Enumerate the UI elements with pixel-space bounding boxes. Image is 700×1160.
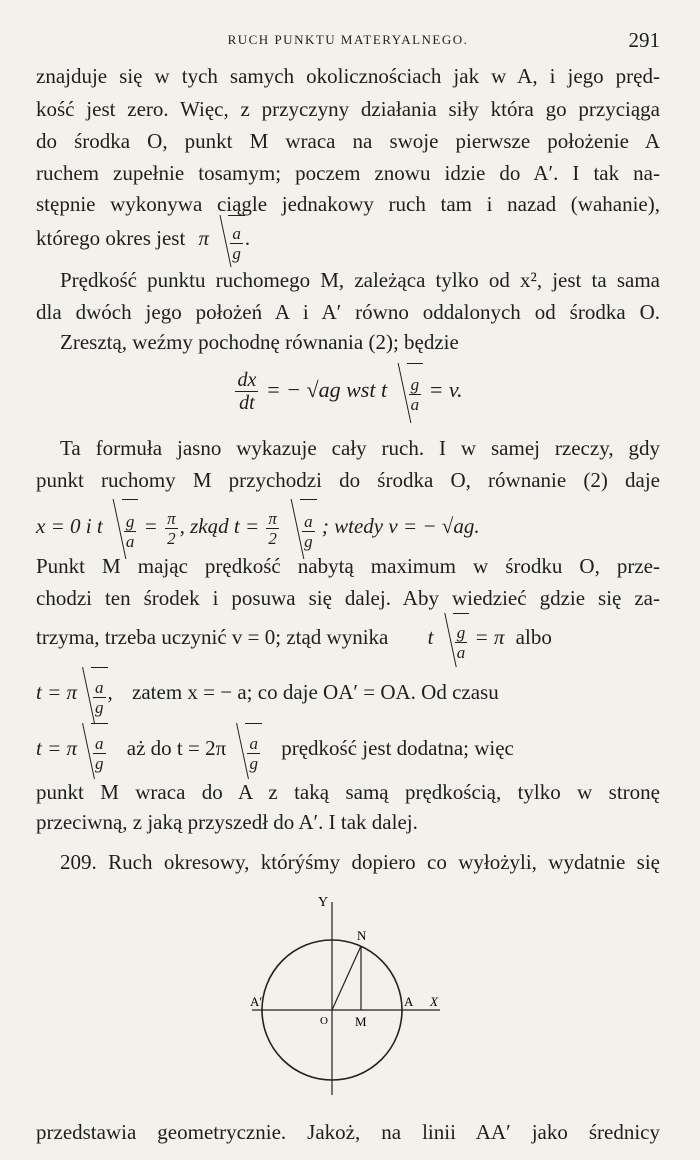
numerator: a: [304, 511, 313, 531]
text-line: do środka O, punkt M wraca na swoje pierwsze położenie A: [36, 129, 660, 153]
sqrt-expression: [214, 215, 245, 265]
formula-part: ; wtedy v = − √ag.: [321, 514, 480, 538]
text-line: stępnie wykonywa ciągle jednakowy ruch tam i nazad (wahanie),: [36, 192, 660, 216]
sqrt-expression: [77, 667, 108, 721]
circle-diagram: [240, 890, 460, 1105]
text-line: Prędkość punktu ruchomego M, zależąca tylko od x², jest ta sama: [60, 268, 660, 292]
text-line: dla dwóch jego położeń A i A′ równo oddalonych od środka O.: [36, 300, 660, 324]
denominator: 2: [167, 528, 176, 548]
equation-line: t = π $\frac{a}{g}$ , zatem x = − a; co daje OA′ = OA. Od czasu: [36, 666, 660, 718]
text-line: Zresztą, weźmy pochodnę równania (2); będzie: [60, 330, 459, 354]
label-a-prime: A′: [250, 994, 263, 1009]
numerator: g: [125, 511, 135, 531]
label-n: N: [357, 928, 367, 943]
denominator: g: [304, 531, 313, 551]
sqrt-expression: [286, 499, 317, 557]
text-line: przedstawia geometrycznie. Jakoż, na linii AA′ jako średnicy: [36, 1120, 660, 1144]
math-pi: π: [198, 226, 210, 250]
formula-part: =: [143, 514, 164, 538]
text-line: ruchem zupełnie tosamym; poczem znowu idzie do A′. I tak na-: [36, 161, 660, 185]
denominator: a: [456, 642, 466, 662]
formula-part: t = π: [36, 680, 78, 704]
text-line: przeciwną, z jaką przyszedł do A′. I tak dalej.: [36, 810, 418, 834]
text-fragment: prędkość jest dodatna; więc: [281, 736, 514, 760]
text-fragment: którego okres jest: [36, 226, 186, 250]
numerator: π: [167, 508, 176, 528]
formula-part: t: [427, 625, 434, 649]
formula-part: = π: [474, 625, 505, 649]
text-line: 209. Ruch okresowy, którýśmy dopiero co wyłożyli, wydatnie się: [60, 850, 660, 874]
numerator: a: [232, 223, 241, 243]
equation-line: [36, 612, 660, 662]
sqrt-expression: [439, 613, 470, 665]
text-fragment: aż do t = 2π: [126, 736, 227, 760]
sqrt-expression: [231, 723, 262, 777]
text-fragment: zatem x = − a; co daje OA′ = OA. Od czasu: [132, 680, 499, 704]
label-a: A: [404, 994, 414, 1009]
label-y: Y: [318, 895, 329, 910]
sqrt-expression: [108, 499, 139, 557]
sqrt-expression: [77, 723, 108, 777]
text-fragment: albo: [515, 625, 552, 649]
label-x: X: [430, 994, 438, 1009]
denominator: g: [249, 753, 258, 773]
numerator: a: [95, 677, 104, 697]
label-o: O: [320, 1015, 328, 1027]
equation-line: [36, 722, 660, 774]
text-line: Ta formuła jasno wykazuje cały ruch. I w samej rzeczy, gdy: [60, 436, 660, 460]
denominator: a: [410, 395, 420, 415]
formula-part: = − √ag wst t: [265, 377, 388, 402]
text-fragment: trzyma, trzeba uczynić v = 0; ztąd wynika: [36, 625, 389, 649]
formula-part: t = π: [36, 736, 78, 760]
period-line: którego okres jest π $\frac{a}{g}$ .: [36, 214, 660, 262]
denominator: g: [95, 753, 104, 773]
formula-part: = v.: [428, 377, 463, 402]
radius-line: [332, 946, 361, 1010]
text-line: punkt M wraca do A z taką samą prędkością, tylko w stronę: [36, 780, 660, 804]
numerator: g: [456, 622, 466, 642]
page-header: [36, 28, 660, 50]
numerator: a: [249, 733, 258, 753]
derivative-formula: [36, 362, 660, 418]
text-line: Punkt M mając prędkość nabytą maximum w środku O, prze-: [36, 554, 660, 578]
denominator: g: [95, 697, 104, 717]
equation-line: [36, 498, 660, 554]
text-line: chodzi ten środek i posuwa się dalej. Aby wiedzieć gdzie się za-: [36, 586, 660, 610]
text-line: kość jest zero. Więc, z przyczyny działania siły która go przyciąga: [36, 97, 660, 121]
numerator: π: [268, 508, 277, 528]
denominator: 2: [268, 528, 277, 548]
numerator: a: [95, 733, 104, 753]
running-title: RUCH PUNKTU MATERYALNEGO.: [227, 32, 469, 47]
formula-part: x = 0 i t: [36, 514, 103, 538]
denominator: g: [232, 243, 241, 263]
formula-part: , zkąd t =: [179, 514, 265, 538]
page-number: 291: [628, 28, 660, 52]
numerator: dx: [237, 369, 257, 392]
denominator: a: [125, 531, 135, 551]
numerator: g: [410, 375, 420, 395]
sqrt-expression: [393, 363, 424, 421]
denominator: dt: [239, 392, 255, 415]
text-line: znajduje się w tych samych okolicznościach jak w A, i jego pręd-: [36, 64, 660, 88]
label-m: M: [355, 1014, 367, 1029]
text-line: punkt ruchomy M przychodzi do środka O, równanie (2) daje: [36, 468, 660, 492]
